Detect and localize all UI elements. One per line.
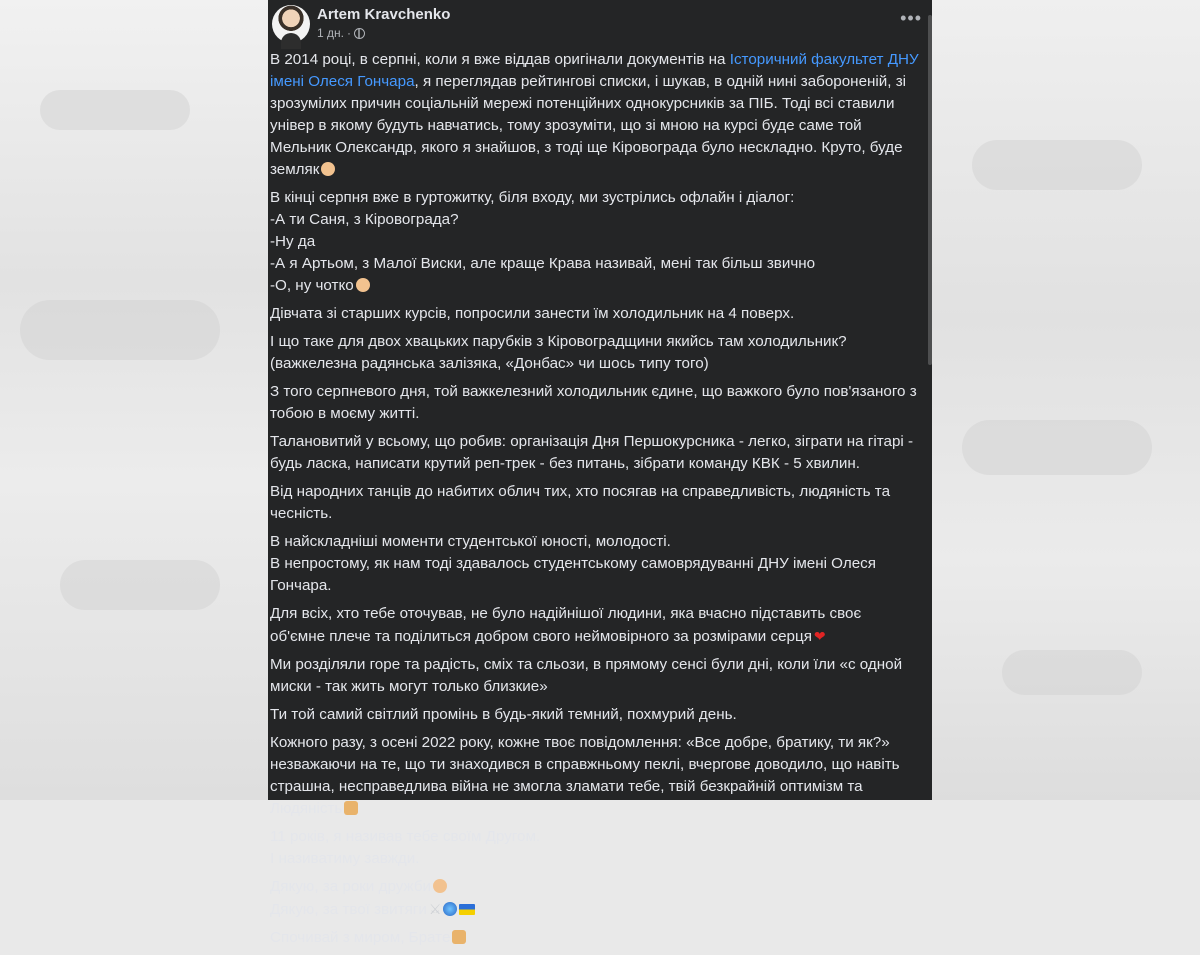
post-paragraph xyxy=(270,732,920,820)
blurred-background-left xyxy=(0,0,268,800)
post-text xyxy=(270,49,920,955)
meta-separator: · xyxy=(346,26,351,40)
paragraph-line: Дякую, за твої звитяги xyxy=(270,901,427,918)
faculty-link[interactable]: Історичний факультет ДНУ імені Олеся Гончара xyxy=(270,51,919,90)
author-name[interactable]: Artem Kravchenko xyxy=(317,6,451,23)
paragraph-text: Для всіх, хто тебе оточував, не було надійнішої людини, яка вчасно підставить своє об'ємне плече та поділиться добром свого неймовірного за розмірами серця xyxy=(270,605,862,645)
paragraph-line: -Ну да xyxy=(270,233,316,250)
paragraph-text: Від народних танців до набитих облич тих, хто посягав на справедливість, людяність та чесність. xyxy=(270,483,891,522)
scrollbar-thumb[interactable] xyxy=(928,15,932,365)
post-paragraph xyxy=(270,876,920,921)
post-paragraph xyxy=(270,303,920,325)
paragraph-line: (важкелезна радянська залізяка, «Донбас» чи шось типу того) xyxy=(270,355,709,372)
swords-emoji-icon: ⚔ xyxy=(428,901,442,917)
author-avatar[interactable] xyxy=(272,5,310,43)
paragraph-text: Талановитий у всьому, що робив: організація Дня Першокурсника - легко, зіграти на гітарі - будь ласка, написати крутий реп-трек - без питань, зібрати команду КВК - 5 хвилин. xyxy=(270,433,914,472)
paragraph-text: Кожного разу, з осені 2022 року, кожне твоє повідомлення: «Все добре, братику, ти як?» незважаючи на те, що ти знаходився в справжньому пеклі, вчергове доводило, що навіть страшна, несправедлива війна не змогла зламати тебе, твій безкрайній оптимізм та Людяність xyxy=(270,734,900,817)
blurred-background-right xyxy=(932,0,1200,800)
paragraph-line: І називатиму завжди. xyxy=(270,850,420,867)
fist-emoji-icon xyxy=(356,278,370,292)
paragraph-line: В непростому, як нам тоді здавалось студентському самоврядуванні ДНУ імені Олеся Гончара. xyxy=(270,555,876,594)
paragraph-line: 11 років, я називав тебе своїм Другом. xyxy=(270,828,541,845)
post-header xyxy=(268,0,932,50)
paragraph-line: І що таке для двох хвацьких парубків з Кіровоградщини якийсь там холодильник? xyxy=(270,333,847,350)
pray-emoji-icon xyxy=(344,801,358,815)
paragraph-line: -А ти Саня, з Кіровограда? xyxy=(270,211,459,228)
paragraph-text: Спочивай з миром, Брате xyxy=(270,929,451,946)
paragraph-line: -А я Артьом, з Малої Виски, але краще Крава називай, мені так більш звично xyxy=(270,255,816,272)
fist-emoji-icon xyxy=(321,162,335,176)
paragraph-line: -О, ну чотко xyxy=(270,277,354,294)
heart-emoji-icon: ❤ xyxy=(813,628,826,644)
post-paragraph xyxy=(270,654,920,698)
pray-emoji-icon xyxy=(452,930,466,944)
post-paragraph xyxy=(270,704,920,726)
post-meta xyxy=(317,26,365,40)
paragraph-line: Дякую, за роки дружби xyxy=(270,878,432,895)
post-paragraph xyxy=(270,381,920,425)
paragraph-line: В найскладніші моменти студентської юності, молодості. xyxy=(270,533,671,550)
fist-emoji-icon xyxy=(433,879,447,893)
paragraph-text: Дівчата зі старших курсів, попросили занести їм холодильник на 4 поверх. xyxy=(270,305,795,322)
post-paragraph xyxy=(270,49,920,181)
post-paragraph xyxy=(270,431,920,475)
paragraph-text: З того серпневого дня, той важкелезний холодильник єдине, що важкого було пов'язаного з тобою в моєму житті. xyxy=(270,383,917,422)
post-card xyxy=(268,0,932,946)
post-paragraph xyxy=(270,481,920,525)
post-paragraph xyxy=(270,531,920,597)
post-paragraph xyxy=(270,187,920,297)
scrollbar[interactable] xyxy=(926,0,932,800)
paragraph-text: Ми розділяли горе та радість, сміх та сльози, в прямому сенсі були дні, коли їли «с одной миски - так жить могут только близкие» xyxy=(270,656,903,695)
post-paragraph xyxy=(270,927,920,949)
paragraph-text: , я переглядав рейтингові списки, і шукав, в одній нині забороненій, зі зрозумілих причин соціальній мережі потенційних однокурсників за ПІБ. Тоді всі ставили універ в якому будуть навчатись, тому зрозуміти, що зі мною на курсі буде саме той Мельник Олександр, якого я знайшов, з тоді ще Кіровограда було нескладно. Круто, буде земляк xyxy=(270,73,907,178)
post-paragraph xyxy=(270,826,920,870)
flag-emoji-icon xyxy=(459,904,475,915)
paragraph-text: Ти той самий світлий промінь в будь-який темний, похмурий день. xyxy=(270,706,737,723)
paragraph-line: В кінці серпня вже в гуртожитку, біля входу, ми зустрілись офлайн і діалог: xyxy=(270,189,795,206)
more-options-icon[interactable]: ••• xyxy=(900,8,922,28)
post-paragraph xyxy=(270,603,920,648)
globe-emoji-icon xyxy=(443,902,457,916)
post-paragraph xyxy=(270,331,920,375)
post-time[interactable]: 1 дн. xyxy=(317,26,344,40)
paragraph-text: В 2014 році, в серпні, коли я вже віддав оригінали документів на xyxy=(270,51,730,68)
globe-icon[interactable] xyxy=(354,28,365,39)
